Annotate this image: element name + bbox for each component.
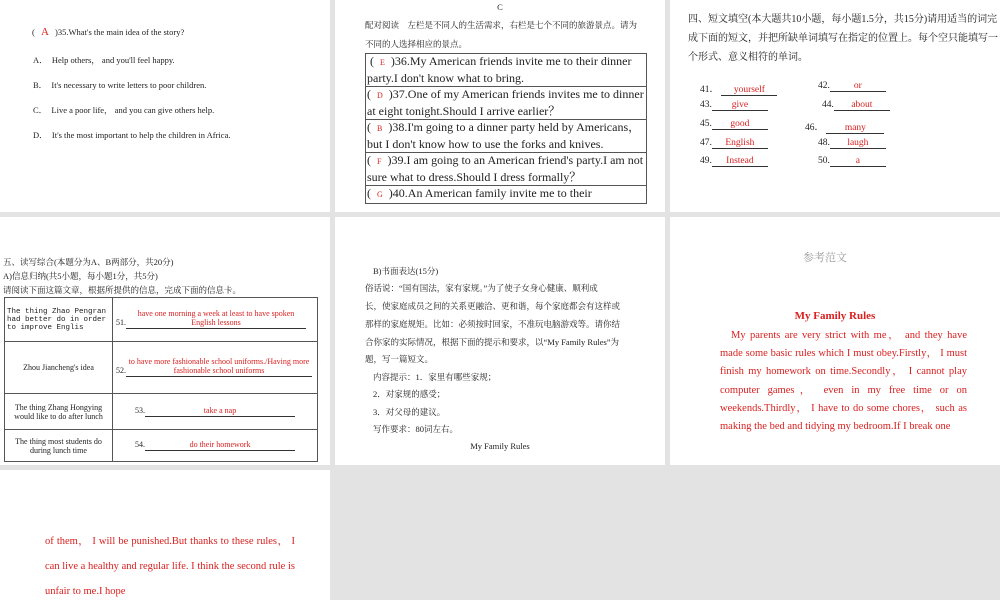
option-a: A． Help others， and you'll feel happy. [33,55,175,65]
hint-line-2: 2．对家规的感受； [373,389,446,399]
blank-46: 46． many [805,119,884,134]
task-line-4: 合你家的实际情况，根据下面的提示和要求，以“My Family Rules”为 [365,337,620,347]
section-five-heading: 五、读写综合(本题分为A、B两部分，共20分) [3,257,174,267]
essay-body: My parents are very strict with me， and they have made some basic rules which I must obey.Firstly， I must finish my homework on time.Secondly， I cannot play computer games， even in my free time or on weekends.Thirdly， I have to do some chores， such as making the bed and tidying my bedroom.If I break one [720,330,967,433]
row-label: The thing Zhao Pengran had better do in order to improve Englis [5,298,113,342]
blank-41: 41． yourself [700,81,777,96]
essay-continued-body: of them， I will be punished.But thanks to these rules， I can live a healthy and regular life. I think the second rule is unfair to me.I hope [45,536,295,597]
blank-49: 49. Instead [700,156,768,167]
part-b-heading: B)书面表达(15分) [373,266,439,276]
row-label: The thing most students do during lunch time [5,430,113,462]
blank-42: 42. or [818,81,886,92]
matching-row-40: ( G )40.An American family invite me to their [367,186,592,200]
blank-45: 45. good [700,119,768,130]
table-row [5,430,318,462]
section-c-heading: C [497,2,503,12]
matching-row-37: ( D )37.One of my American friends invites me to dinner at eight tonight.Should I arrive earlier？ [366,87,646,120]
page-panel-writing-task [335,217,665,465]
task-line-2: 长，使家庭成员之间的关系更融洽、更和谐，每个家庭都会有这样或 [365,301,621,311]
row-answer-53: 53. take a nap [113,394,318,430]
page-panel-matching [335,0,665,212]
reference-watermark: 参考范文 [803,252,847,264]
matching-row-36: ( E )36.My American friends invite me to their dinner party.I don't know what to bring. [366,54,646,87]
info-card-table [4,297,318,462]
matching-row-39: ( F )39.I am going to an American friend's party.I am not sure what to dress.Should I dress formally？ [366,153,646,186]
writing-requirement: 写作要求：80词左右。 [373,424,459,434]
row-answer-51: 51.have one morning a week at least to have spoken English lessons [113,298,318,342]
cloze-instructions: 四、短文填空(本大题共10小题，每小题1.5分，共15分)请用适当的词完成下面的短文，并把所缺单词填写在指定的位置上。每个空只能填写一个形式、意义相符的单词。 [688,14,998,63]
page-panel-info-card [0,217,330,465]
part-a-instructions: 请阅读下面这篇文章，根据所提供的信息，完成下面的信息卡。 [3,285,242,295]
task-line-5: 题，写一篇短文。 [365,354,434,364]
task-line-1: 俗话说：“国有国法，家有家规。”为了使子女身心健康、顺利成 [365,283,598,293]
matching-instructions: 配对阅读 左栏是不同人的生活需求，右栏是七个不同的旅游景点。请为不同的人选择相应的景点。 [365,20,638,49]
row-answer-54: 54. do their homework [113,430,318,462]
essay-title: My Family Rules [794,310,876,322]
essay-title: My Family Rules [470,441,530,451]
blank-47: 47. English [700,138,768,149]
task-line-3: 那样的家庭规矩。比如：必须按时回家，不准玩电脑游戏等。请你结 [365,319,621,329]
page-panel-q35 [0,0,330,212]
row-label: The thing Zhang Hongying would like to do after lunch [5,394,113,430]
option-b: B． It's necessary to write letters to poor children. [33,80,207,90]
option-d: D． It's the most important to help the children in Africa. [33,130,231,140]
table-row [5,298,318,342]
row-label: Zhou Jiancheng's idea [5,342,113,394]
hint-line-1: 内容提示：1．家里有哪些家规； [373,372,497,382]
page-panel-essay-continued [0,470,330,600]
row-answer-52: 52.to have more fashionable school uniforms./Having more fashionable school uniforms [113,342,318,394]
part-a-heading: A)信息归纳(共5小题，每小题1分，共5分) [3,271,158,281]
option-c: C． Live a poor life， and you can give others help. [33,105,215,115]
blank-50: 50. a [818,156,886,167]
table-row [5,342,318,394]
page-panel-sample-essay [670,217,1000,465]
answer-35: A [40,26,49,38]
page-panel-cloze [670,0,1000,212]
matching-row-38: ( B )38.I'm going to a dinner party held by Americans， but I don't know how to use the forks and knives. [366,120,646,153]
blank-44: 44. about [822,100,890,111]
question-35: ( A )35.What's the main idea of the story? [32,26,185,38]
blank-48: 48. laugh [818,138,886,149]
matching-table [365,53,647,204]
blank-43: 43. give [700,100,768,111]
table-row [5,394,318,430]
hint-line-3: 3．对父母的建议。 [373,407,446,417]
